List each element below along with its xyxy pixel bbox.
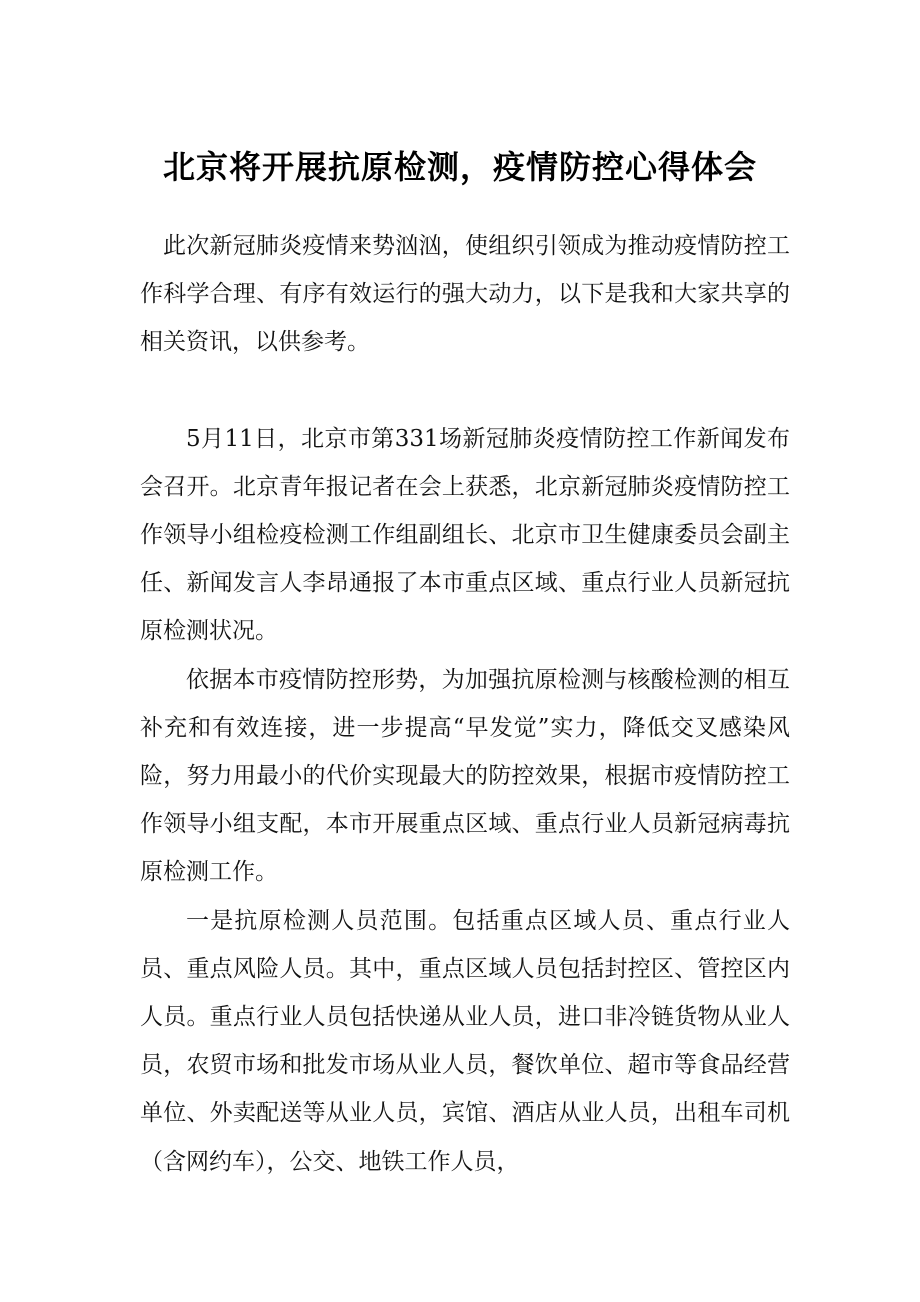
intro-paragraph: 此次新冠肺炎疫情来势汹汹，使组织引领成为推动疫情防控工作科学合理、有序有效运行的强大动力，以下是我和大家共享的相关资讯，以供参考。: [140, 233, 790, 356]
paragraph-testing-rationale: 依据本市疫情防控形势，为加强抗原检测与核酸检测的相互补充和有效连接，进一步提高“早发觉”实力，降低交叉感染风险，努力用最小的代价实现最大的防控效果，根据市疫情防控工作领导小组支配，本市开展重点区域、重点行业人员新冠病毒抗原检测工作。: [140, 666, 790, 886]
paragraph-testing-scope: 一是抗原检测人员范围。包括重点区域人员、重点行业人员、重点风险人员。其中，重点区域人员包括封控区、管控区内人员。重点行业人员包括快递从业人员，进口非冷链货物从业人员，农贸市场和批发市场从业人员，餐饮单位、超市等食品经营单位、外卖配送等从业人员，宾馆、酒店从业人员，出租车司机（含网约车），公交、地铁工作人员，: [140, 907, 790, 1175]
paragraph-press-conference: 5月11日，北京市第331场新冠肺炎疫情防控工作新闻发布会召开。北京青年报记者在会上获悉，北京新冠肺炎疫情防控工作领导小组检疫检测工作组副组长、北京市卫生健康委员会副主任、新闻发言人李昂通报了本市重点区域、重点行业人员新冠抗原检测状况。: [140, 425, 790, 645]
paragraph-gap: [140, 367, 790, 415]
document-title: 北京将开展抗原检测，疫情防控心得体会: [162, 148, 757, 186]
document-body: [140, 222, 790, 1186]
